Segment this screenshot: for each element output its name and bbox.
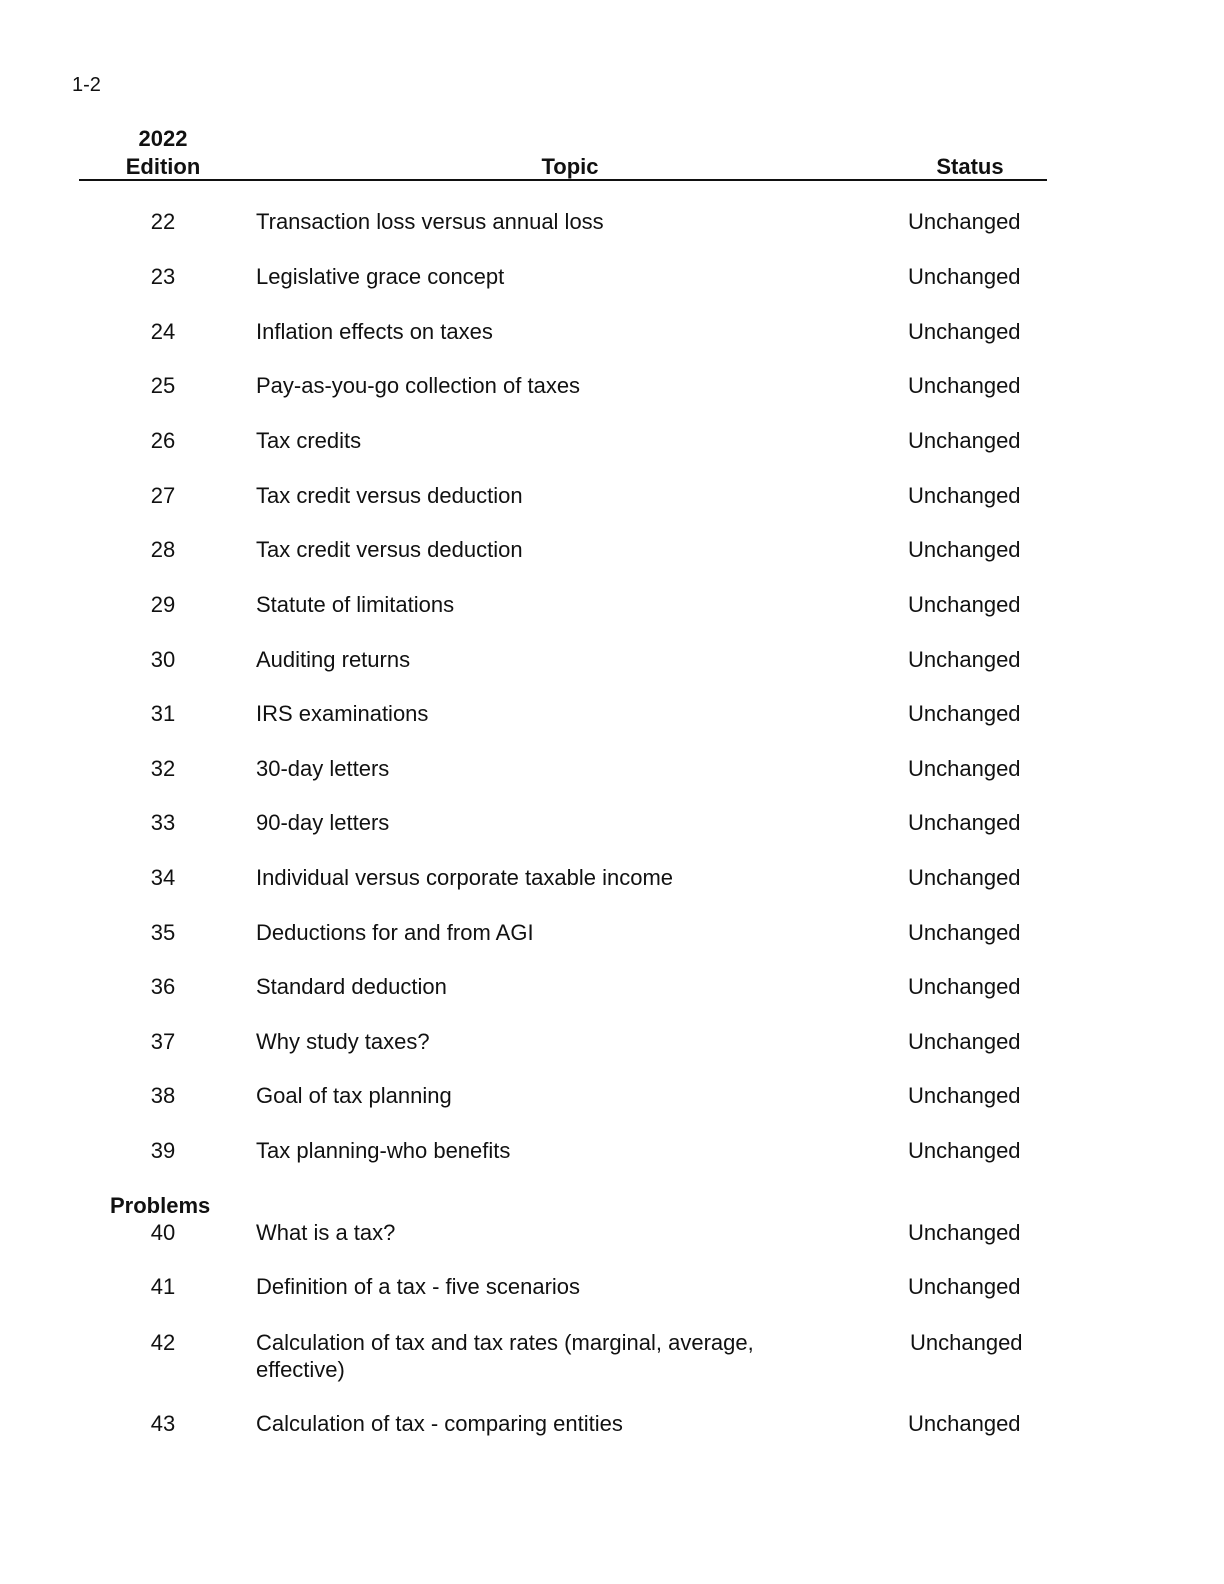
- table-row: [0, 1137, 1224, 1189]
- topic-text: Statute of limitations: [256, 592, 455, 617]
- question-number: 41: [150, 1274, 176, 1299]
- question-number: 32: [150, 756, 176, 781]
- topic-column-header: Topic: [541, 154, 599, 179]
- status-text: Unchanged: [908, 264, 1021, 289]
- question-number: 23: [150, 264, 176, 289]
- topic-text: Goal of tax planning: [256, 1083, 452, 1108]
- question-number: 34: [150, 865, 176, 890]
- table-row: [0, 263, 1224, 315]
- question-number: 31: [150, 701, 176, 726]
- table-row: [0, 427, 1224, 479]
- topic-text: IRS examinations: [256, 701, 429, 726]
- status-text: Unchanged: [908, 1083, 1021, 1108]
- topic-text: Individual versus corporate taxable income: [256, 865, 674, 890]
- topic-text: Inflation effects on taxes: [256, 319, 493, 344]
- status-text: Unchanged: [908, 537, 1021, 562]
- topic-text: 30-day letters: [256, 756, 390, 781]
- header-divider: [79, 179, 1047, 181]
- topic-text: Calculation of tax and tax rates (marginal, average, effective): [256, 1330, 754, 1382]
- question-number: 30: [150, 647, 176, 672]
- status-text: Unchanged: [908, 974, 1021, 999]
- table-row: [0, 864, 1224, 916]
- status-text: Unchanged: [908, 1220, 1021, 1245]
- status-text: Unchanged: [908, 209, 1021, 234]
- problems-section-label: Problems: [110, 1193, 211, 1218]
- topic-text: 90-day letters: [256, 810, 390, 835]
- table-row: [0, 372, 1224, 424]
- status-text: Unchanged: [910, 1330, 1023, 1355]
- question-number: 35: [150, 920, 176, 945]
- topic-text: Transaction loss versus annual loss: [256, 209, 604, 234]
- edition-column-header: [98, 125, 228, 181]
- topic-text: Why study taxes?: [256, 1029, 430, 1054]
- topic-text: Tax credit versus deduction: [256, 483, 523, 508]
- question-number: 42: [150, 1330, 176, 1355]
- status-text: Unchanged: [908, 1274, 1021, 1299]
- table-row: [0, 973, 1224, 1025]
- topic-text: Definition of a tax - five scenarios: [256, 1274, 581, 1299]
- status-text: Unchanged: [908, 756, 1021, 781]
- question-number: 37: [150, 1029, 176, 1054]
- table-row: [0, 1082, 1224, 1134]
- topic-text: Legislative grace concept: [256, 264, 505, 289]
- question-number: 25: [150, 373, 176, 398]
- status-text: Unchanged: [908, 373, 1021, 398]
- question-number: 29: [150, 592, 176, 617]
- table-row: [0, 482, 1224, 534]
- question-number: 26: [150, 428, 176, 453]
- topic-text: Tax planning-who benefits: [256, 1138, 511, 1163]
- question-number: 36: [150, 974, 176, 999]
- status-text: Unchanged: [908, 1029, 1021, 1054]
- status-text: Unchanged: [908, 1138, 1021, 1163]
- status-text: Unchanged: [908, 920, 1021, 945]
- question-number: 27: [150, 483, 176, 508]
- table-row: [0, 1028, 1224, 1080]
- question-number: 33: [150, 810, 176, 835]
- table-row: [0, 1273, 1224, 1325]
- question-number: 43: [150, 1411, 176, 1436]
- table-row: [0, 700, 1224, 752]
- table-row: [0, 318, 1224, 370]
- status-text: Unchanged: [908, 319, 1021, 344]
- question-number: 24: [150, 319, 176, 344]
- page-number: 1-2: [72, 74, 101, 96]
- question-number: 28: [150, 537, 176, 562]
- question-number: 40: [150, 1220, 176, 1245]
- topic-text: Pay-as-you-go collection of taxes: [256, 373, 581, 398]
- topic-text: Tax credits: [256, 428, 362, 453]
- edition-label: Edition: [125, 154, 201, 179]
- status-text: Unchanged: [908, 865, 1021, 890]
- status-text: Unchanged: [908, 592, 1021, 617]
- table-row: [0, 1410, 1224, 1462]
- table-row: [0, 1219, 1224, 1271]
- status-text: Unchanged: [908, 1411, 1021, 1436]
- table-row: [0, 646, 1224, 698]
- status-text: Unchanged: [908, 701, 1021, 726]
- status-text: Unchanged: [908, 810, 1021, 835]
- topic-text: What is a tax?: [256, 1220, 396, 1245]
- topic-text: Standard deduction: [256, 974, 447, 999]
- status-text: Unchanged: [908, 483, 1021, 508]
- table-row: [0, 809, 1224, 861]
- topic-text: Deductions for and from AGI: [256, 920, 534, 945]
- status-column-header: Status: [936, 154, 1004, 179]
- question-number: 22: [150, 209, 176, 234]
- table-row: [0, 755, 1224, 807]
- table-row: [0, 536, 1224, 588]
- table-row: [0, 591, 1224, 643]
- status-text: Unchanged: [908, 428, 1021, 453]
- topic-text: Calculation of tax - comparing entities: [256, 1411, 623, 1436]
- table-row: [0, 919, 1224, 971]
- topic-text: Auditing returns: [256, 647, 411, 672]
- table-row: [0, 1329, 1224, 1389]
- status-text: Unchanged: [908, 647, 1021, 672]
- table-row: [0, 208, 1224, 260]
- edition-year-label: 2022: [138, 126, 188, 151]
- topic-text: Tax credit versus deduction: [256, 537, 523, 562]
- question-number: 38: [150, 1083, 176, 1108]
- question-number: 39: [150, 1138, 176, 1163]
